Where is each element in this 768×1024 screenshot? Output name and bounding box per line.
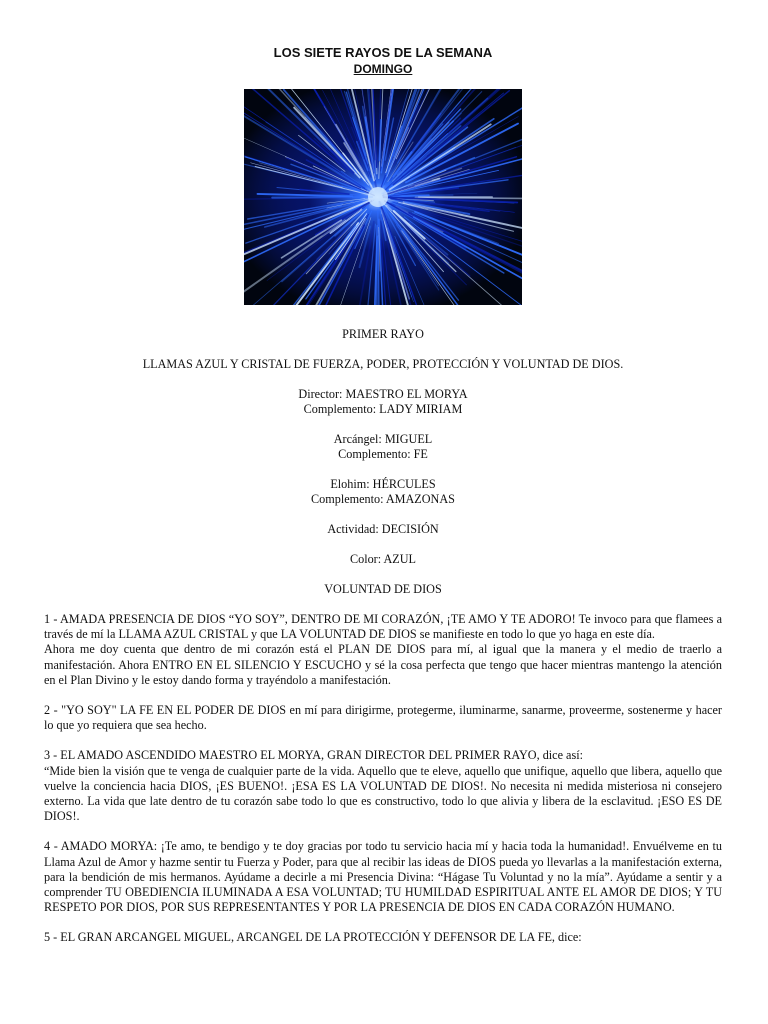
document-subtitle-day: DOMINGO xyxy=(353,62,413,76)
ray-actividad: Actividad: DECISIÓN xyxy=(327,522,439,536)
paragraph-4: 4 - AMADO MORYA: ¡Te amo, te bendigo y te doy gracias por todo tu servicio hacia mí y hacia toda la humanidad!. Envuélveme en tu Llama Azul de Amor y hazme sentir tu Fuerza y Poder, para que al recibir las ideas de DIOS pueda yo llevarlas a la manifestación externa, para la bendición de mis hermanos. Ayúdame a decirle a mi Presencia Divina: “Hágase Tu Voluntad y no la mía”. Ayúdame a sentir y a comprender TU OBEDIENCIA ILUMINADA A ESA VOLUNTAD; TU HUMILDAD ESPIRITUAL ANTE EL AMOR DE DIOS; Y TU RESPETO POR DIOS, POR SUS REPRESENTANTES Y POR LA PRESENCIA DE DIOS EN CADA CORAZÓN HUMANO. xyxy=(44,839,722,915)
ray-name: PRIMER RAYO xyxy=(342,327,424,341)
light-ray xyxy=(272,197,372,198)
blue-light-burst-image xyxy=(244,89,522,305)
ray-director-complement: Complemento: LADY MIRIAM xyxy=(303,402,463,416)
light-burst-svg xyxy=(244,89,522,305)
document-title: LOS SIETE RAYOS DE LA SEMANA xyxy=(273,45,493,60)
ray-llamas: LLAMAS AZUL Y CRISTAL DE FUERZA, PODER, PROTECCIÓN Y VOLUNTAD DE DIOS. xyxy=(142,357,624,371)
paragraph-3a: 3 - EL AMADO ASCENDIDO MAESTRO EL MORYA, GRAN DIRECTOR DEL PRIMER RAYO, dice así: xyxy=(44,748,583,763)
ray-director: Director: MAESTRO EL MORYA xyxy=(298,387,468,401)
ray-elohim-complement: Complemento: AMAZONAS xyxy=(311,492,455,506)
paragraph-2: 2 - "YO SOY" LA FE EN EL PODER DE DIOS en mí para dirigirme, protegerme, iluminarme, sanarme, proveerme, sostenerme y hacer lo que yo requiera que sea hecho. xyxy=(44,703,722,733)
burst-core xyxy=(368,187,388,207)
ray-arcangel-complement: Complemento: FE xyxy=(338,447,428,461)
ray-elohim: Elohim: HÉRCULES xyxy=(330,477,436,491)
document-page xyxy=(44,40,722,946)
ray-color: Color: AZUL xyxy=(349,552,416,566)
paragraph-3b: “Mide bien la visión que te venga de cualquier parte de la vida. Aquello que te eleve, aquello que unifique, aquello que libera, aquello que vuelve la conciencia hacia DIOS, ¡ES BUENO!. ¡ESA ES LA VOLUNTAD DE DIOS!. No necesita ni medida misteriosa ni consejero externo. La vida que late dentro de tu corazón sabe todo lo que es constructivo, todo lo que alivia y libera de la esclavitud. ¡ESO ES DE DIOS!. xyxy=(44,763,722,824)
ray-arcangel: Arcángel: MIGUEL xyxy=(333,432,433,446)
ray-voluntad: VOLUNTAD DE DIOS xyxy=(324,582,442,596)
paragraph-1a: 1 - AMADA PRESENCIA DE DIOS “YO SOY”, DENTRO DE MI CORAZÓN, ¡TE AMO Y TE ADORO! Te invoco para que flamees a través de mí la LLAMA AZUL CRISTAL y que LA VOLUNTAD DE DIOS se manifieste en todo lo que yo haga en este día. xyxy=(44,612,722,642)
paragraph-1b: Ahora me doy cuenta que dentro de mi corazón está el PLAN DE DIOS para mí, al igual que la manera y el medio de traerlo a manifestación. Ahora ENTRO EN EL SILENCIO Y ESCUCHO y sé la cosa perfecta que tengo que hacer mientras mantengo la atención en el Plan Divino y le estoy dando forma y trayéndolo a manifestación. xyxy=(44,642,722,687)
paragraph-5: 5 - EL GRAN ARCANGEL MIGUEL, ARCANGEL DE LA PROTECCIÓN Y DEFENSOR DE LA FE, dice: xyxy=(44,930,582,945)
